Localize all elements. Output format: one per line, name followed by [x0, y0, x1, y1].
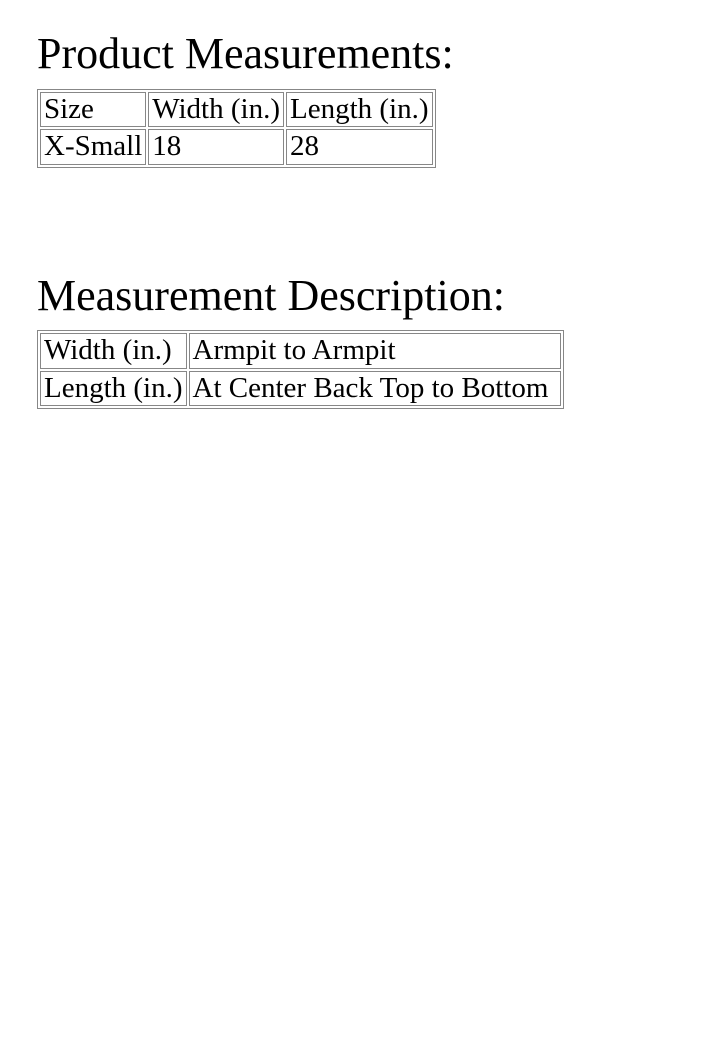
- cell-size-value: X-Small: [40, 129, 146, 164]
- cell-length-value: 28: [286, 129, 433, 164]
- description-row-width: [40, 333, 561, 368]
- product-measurements-table: [37, 89, 436, 168]
- cell-width-description: Armpit to Armpit: [189, 333, 561, 368]
- cell-width-value: 18: [148, 129, 284, 164]
- column-header-size: Size: [40, 92, 146, 127]
- column-header-length: Length (in.): [286, 92, 433, 127]
- document-page: [0, 29, 723, 409]
- measurement-description-heading: Measurement Description:: [37, 270, 505, 320]
- cell-length-description: At Center Back Top to Bottom: [189, 371, 561, 406]
- product-measurements-heading: Product Measurements:: [37, 29, 454, 78]
- cell-length-label: Length (in.): [40, 371, 187, 406]
- cell-width-label: Width (in.): [40, 333, 187, 368]
- measurement-description-table: [37, 330, 564, 409]
- table-row-xsmall: [40, 129, 433, 164]
- description-row-length: [40, 371, 561, 406]
- column-header-width: Width (in.): [148, 92, 284, 127]
- product-measurements-header-row: [40, 92, 433, 127]
